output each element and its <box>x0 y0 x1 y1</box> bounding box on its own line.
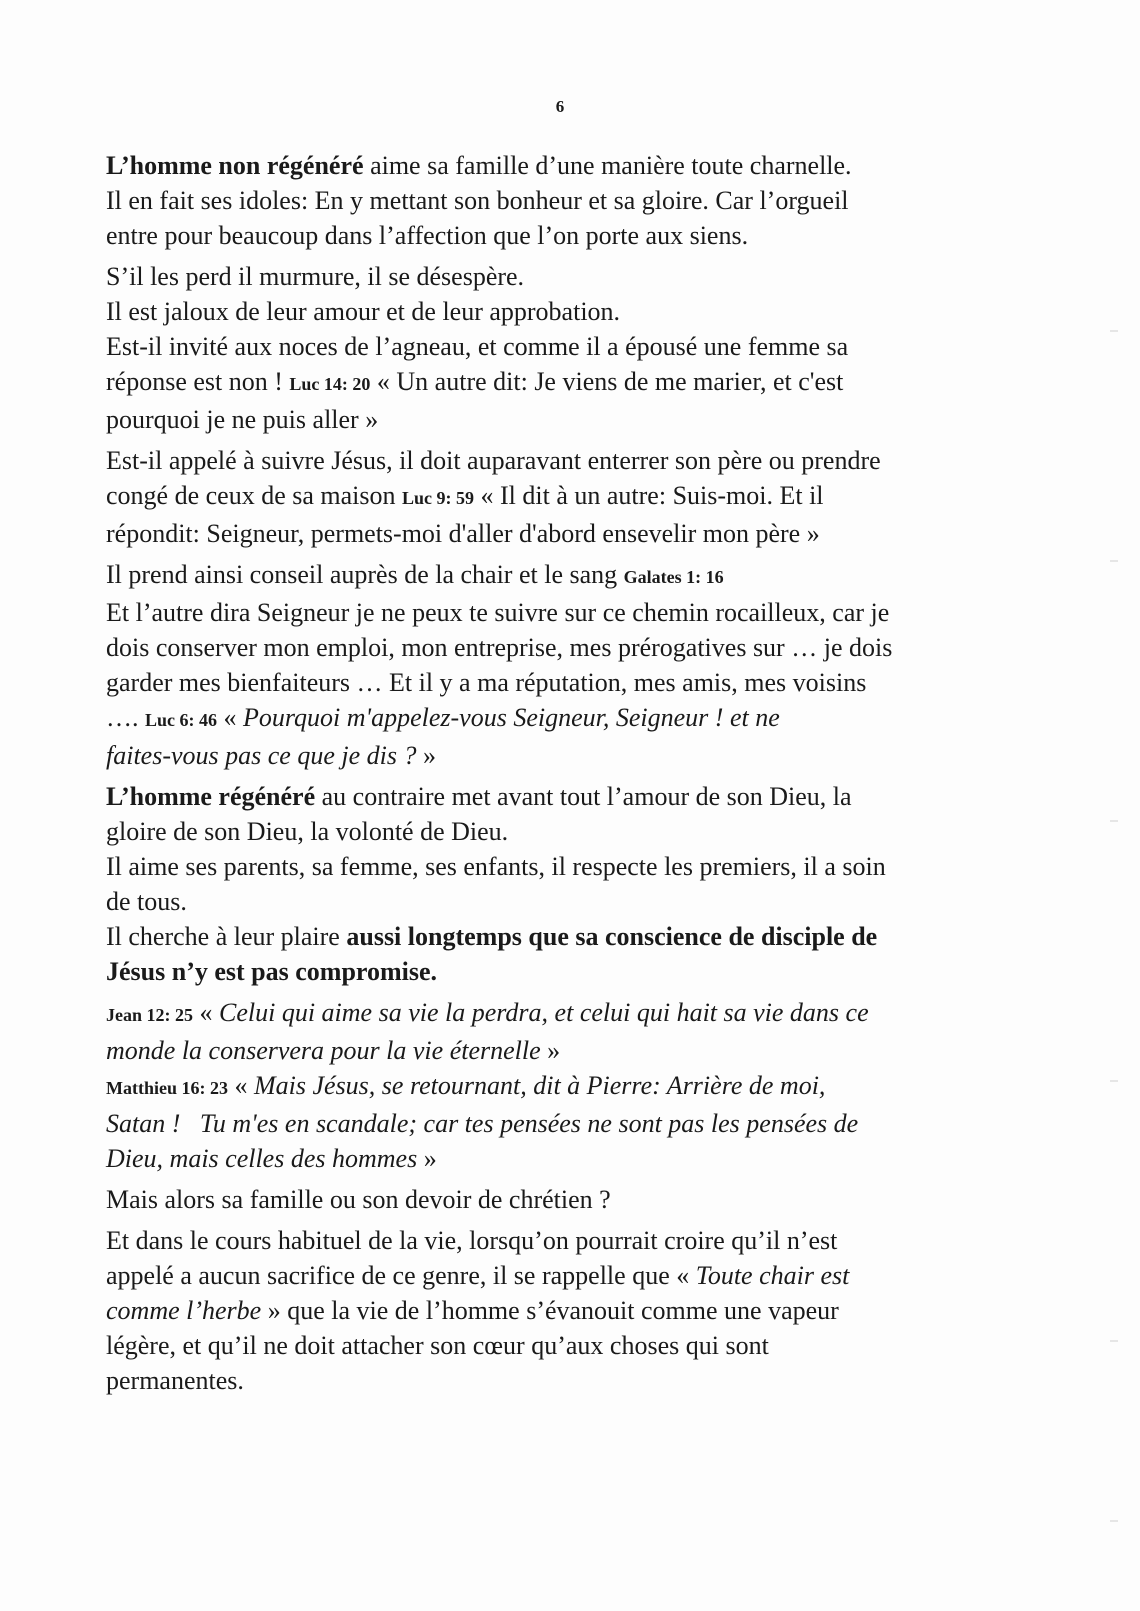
text-line <box>106 478 1018 516</box>
quote: Dieu, mais celles des hommes <box>106 1144 418 1173</box>
quote: Celui qui aime sa vie la perdra, et celui qui hait sa vie dans ce <box>219 998 869 1027</box>
quote: Satan ! Tu m'es en scandale; car tes pensées ne sont pas les pensées de <box>106 1109 859 1138</box>
document-body <box>106 148 1018 1404</box>
text: » <box>416 741 436 770</box>
text-line <box>106 364 1018 402</box>
bible-reference: Luc 14: 20 <box>289 374 371 394</box>
paragraph-unregenerate-man <box>106 148 1018 253</box>
text: Il cherche à leur plaire <box>106 922 347 951</box>
text: » <box>417 1144 437 1173</box>
text-line <box>106 1258 1018 1293</box>
text-line: Il en fait ses idoles: En y mettant son bonheur et sa gloire. Car l’orgueil <box>106 186 849 215</box>
paragraph-regenerate-man <box>106 779 1018 989</box>
text-line <box>106 1106 1018 1141</box>
text-line <box>106 919 1018 954</box>
text: » que la vie de l’homme s’évanouit comme une vapeur <box>261 1296 839 1325</box>
quote: Toute chair est <box>695 1261 850 1290</box>
text: appelé a aucun sacrifice de ce genre, il se rappelle que « <box>106 1261 696 1290</box>
text: aime sa famille d’une manière toute charnelle. <box>363 151 852 180</box>
text-line: dois conserver mon emploi, mon entreprise, mes prérogatives sur … je dois <box>106 633 893 662</box>
text-line <box>106 700 1018 738</box>
text-line <box>106 995 1018 1033</box>
bible-reference: Luc 6: 46 <box>145 710 217 730</box>
text: « <box>227 1071 254 1100</box>
text: » <box>540 1036 561 1065</box>
paragraph-question <box>106 1182 1018 1217</box>
text-line: Il aime ses parents, sa femme, ses enfants, il respecte les premiers, il a soin <box>106 852 886 881</box>
text-line: entre pour beaucoup dans l’affection que l’on porte aux siens. <box>106 221 749 250</box>
paragraph-daily-life <box>106 1223 1018 1398</box>
quote: comme l’herbe <box>106 1296 262 1325</box>
text-line: permanentes. <box>106 1366 244 1395</box>
text: …. <box>106 703 145 732</box>
bible-reference: Luc 9: 59 <box>402 488 475 508</box>
text-line: répondit: Seigneur, permets-moi d'aller d'abord ensevelir mon père » <box>106 519 820 548</box>
text-line <box>106 1293 1018 1328</box>
scan-edge-mark <box>1110 820 1118 822</box>
text-line <box>106 148 1018 183</box>
text-line: Et l’autre dira Seigneur je ne peux te suivre sur ce chemin rocailleux, car je <box>106 598 890 627</box>
bold-phrase: L’homme non régénéré <box>106 151 364 180</box>
text-line <box>106 1033 1018 1068</box>
text-line <box>106 557 1018 595</box>
text-line <box>106 1141 1018 1176</box>
text-line: garder mes bienfaiteurs … Et il y a ma réputation, mes amis, mes voisins <box>106 668 867 697</box>
text-line: S’il les perd il murmure, il se désespère. <box>106 262 525 291</box>
text-line: Il est jaloux de leur amour et de leur approbation. <box>106 297 621 326</box>
text-line: gloire de son Dieu, la volonté de Dieu. <box>106 817 509 846</box>
text: « <box>193 998 219 1027</box>
bible-reference: Galates 1: 16 <box>623 567 724 587</box>
scan-edge-mark <box>1110 1340 1118 1342</box>
quote: Mais Jésus, se retournant, dit à Pierre: Arrière de moi, <box>253 1071 826 1100</box>
paragraph-scripture-quotes <box>106 995 1018 1176</box>
text-line: Est-il invité aux noces de l’agneau, et comme il a épousé une femme sa <box>106 332 849 361</box>
text: réponse est non ! <box>106 367 290 396</box>
quote: faites-vous pas ce que je dis ? <box>106 741 417 770</box>
text: « <box>217 703 243 732</box>
text-line: Est-il appelé à suivre Jésus, il doit auparavant enterrer son père ou prendre <box>106 446 881 475</box>
text-line <box>106 954 1018 989</box>
text-line <box>106 1068 1018 1106</box>
quote: monde la conservera pour la vie éternelle <box>106 1036 541 1065</box>
text: au contraire met avant tout l’amour de son Dieu, la <box>315 782 852 811</box>
text-line: de tous. <box>106 887 187 916</box>
text-line <box>106 738 1018 773</box>
scan-edge-mark <box>1110 330 1118 332</box>
bold-phrase: aussi longtemps que sa conscience de disciple de <box>346 922 878 951</box>
paragraph-follow-jesus <box>106 443 1018 551</box>
scan-edge-mark <box>1110 560 1118 562</box>
bold-phrase: Jésus n’y est pas compromise. <box>106 957 438 986</box>
paragraph-wedding <box>106 259 1018 437</box>
text: congé de ceux de sa maison <box>106 481 403 510</box>
text-line: pourquoi je ne puis aller » <box>106 405 379 434</box>
bible-reference: Matthieu 16: 23 <box>106 1078 228 1098</box>
scan-edge-mark <box>1110 1520 1118 1522</box>
text-line <box>106 779 1018 814</box>
scan-edge-mark <box>1110 1080 1118 1082</box>
page-number: 6 <box>555 97 565 116</box>
bible-reference: Jean 12: 25 <box>106 1005 193 1025</box>
text: Il prend ainsi conseil auprès de la chair et le sang <box>106 560 624 589</box>
text-line: Mais alors sa famille ou son devoir de chrétien ? <box>106 1185 611 1214</box>
text-line: légère, et qu’il ne doit attacher son cœur qu’aux choses qui sont <box>106 1331 769 1360</box>
text-line: Et dans le cours habituel de la vie, lorsqu’on pourrait croire qu’il n’est <box>106 1226 838 1255</box>
bold-phrase: L’homme régénéré <box>106 782 316 811</box>
text: « Il dit à un autre: Suis-moi. Et il <box>474 481 824 510</box>
text: « Un autre dit: Je viens de me marier, et c'est <box>370 367 844 396</box>
quote: Pourquoi m'appelez-vous Seigneur, Seigneur ! et ne <box>243 703 780 732</box>
paragraph-flesh-and-blood <box>106 557 1018 773</box>
